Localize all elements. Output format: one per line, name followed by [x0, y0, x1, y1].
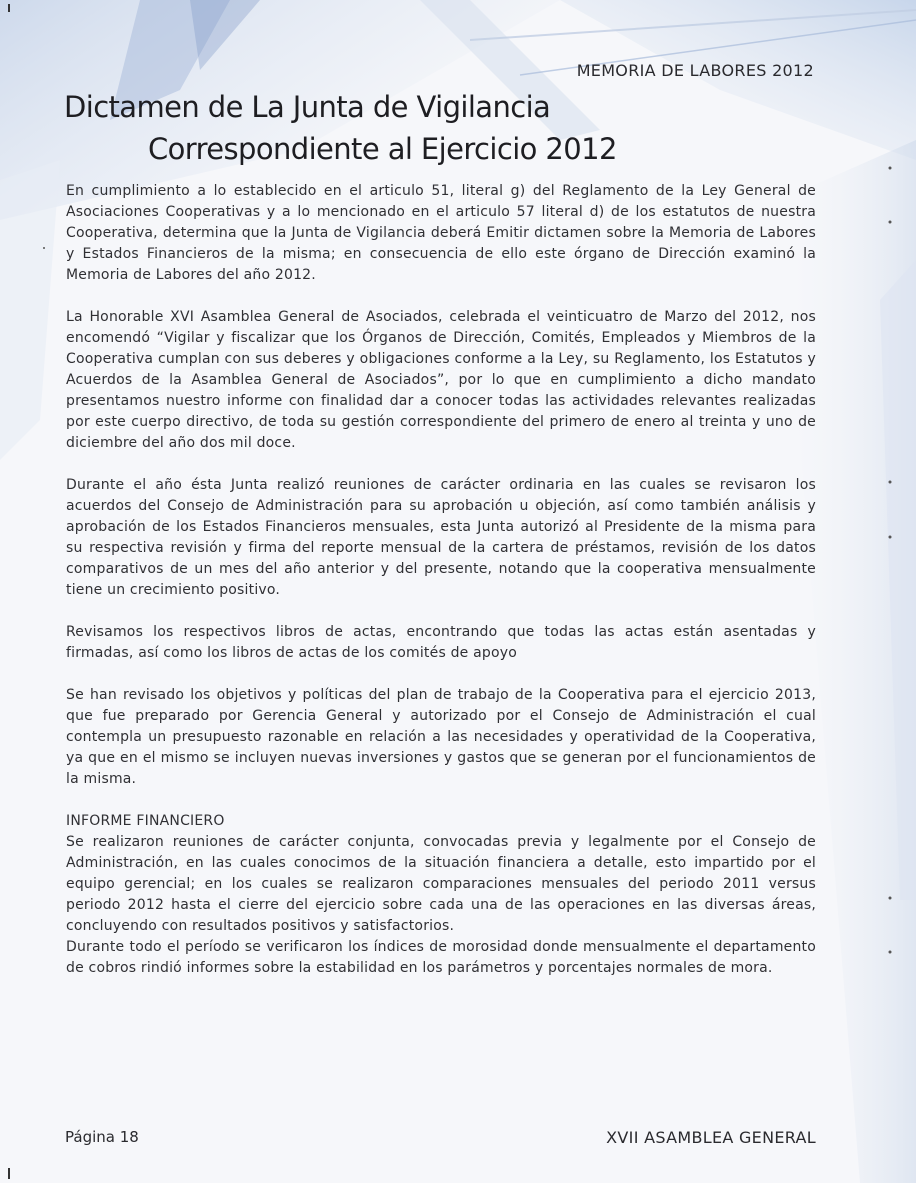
- document-body: [66, 181, 816, 979]
- paragraph-1: En cumplimiento a lo establecido en el articulo 51, literal g) del Reglamento de la Ley General de Asociaciones Cooperativas y a lo mencionado en el articulo 57 literal d) de los estatutos de nuestra Cooperativa, determina que la Junta de Vigilancia deberá Emitir dictamen sobre la Memoria de Labores y Estados Financieros de la misma; en consecuencia de ello este órgano de Dirección examinó la Memoria de Labores del año 2012.: [66, 183, 816, 283]
- page-number: Página 18: [65, 1128, 139, 1146]
- footer-event-title: XVII ASAMBLEA GENERAL: [606, 1128, 816, 1147]
- paragraph-5: Se han revisado los objetivos y políticas del plan de trabajo de la Cooperativa para el ejercicio 2013, que fue preparado por Gerencia General y autorizado por el Consejo de Administración el cual contempla un presupuesto razonable en relación a las necesidades y operatividad de la Cooperativa, ya que en el mismo se incluyen nuevas inversiones y gastos que se generan por el funcionamientos de la misma.: [66, 687, 816, 787]
- running-header: MEMORIA DE LABORES 2012: [576, 61, 814, 80]
- paragraph-3: Durante el año ésta Junta realizó reuniones de carácter ordinaria en las cuales se revisaron los acuerdos del Consejo de Administración para su aprobación u objeción, así como también análisis y aprobación de los Estados Financieros mensuales, esta Junta autorizó al Presidente de la misma para su respectiva revisión y firma del reporte mensual de la cartera de préstamos, revisión de los datos comparativos de un mes del año anterior y del presente, notando que la cooperativa mensualmente tiene un crecimiento positivo.: [66, 477, 816, 598]
- financial-paragraph-2: Durante todo el período se verificaron los índices de morosidad donde mensualmente el departamento de cobros rindió informes sobre la estabilidad en los parámetros y porcentajes normales de mora.: [66, 939, 816, 976]
- page-title: [64, 86, 764, 170]
- title-line-2: Correspondiente al Ejercicio 2012: [148, 132, 617, 166]
- paragraph-2: La Honorable XVI Asamblea General de Asociados, celebrada el veinticuatro de Marzo del 2012, nos encomendó “Vigilar y fiscalizar que los Órganos de Dirección, Comités, Empleados y Miembros de la Cooperativa cumplan con sus deberes y obligaciones conforme a la Ley, su Reglamento, los Estatutos y Acuerdos de la Asamblea General de Asociados”, por lo que en cumplimiento a dicho mandato presentamos nuestro informe con finalidad dar a conocer todas las actividades relevantes realizadas por este cuerpo directivo, de toda su gestión correspondiente del primero de enero al treinta y uno de diciembre del año dos mil doce.: [66, 309, 816, 451]
- section-heading: INFORME FINANCIERO: [66, 813, 225, 829]
- title-line-1: Dictamen de La Junta de Vigilancia: [64, 90, 551, 124]
- paragraph-4: Revisamos los respectivos libros de actas, encontrando que todas las actas están asentadas y firmadas, así como los libros de actas de los comités de apoyo: [66, 624, 816, 661]
- financial-paragraph-1: Se realizaron reuniones de carácter conjunta, convocadas previa y legalmente por el Consejo de Administración, en las cuales conocimos de la situación financiera a detalle, esto impartido por el equipo gerencial; en los cuales se realizaron comparaciones mensuales del periodo 2011 versus periodo 2012 hasta el cierre del ejercicio sobre cada una de las operaciones en las diversas áreas, concluyendo con resultados positivos y satisfactorios.: [66, 834, 816, 934]
